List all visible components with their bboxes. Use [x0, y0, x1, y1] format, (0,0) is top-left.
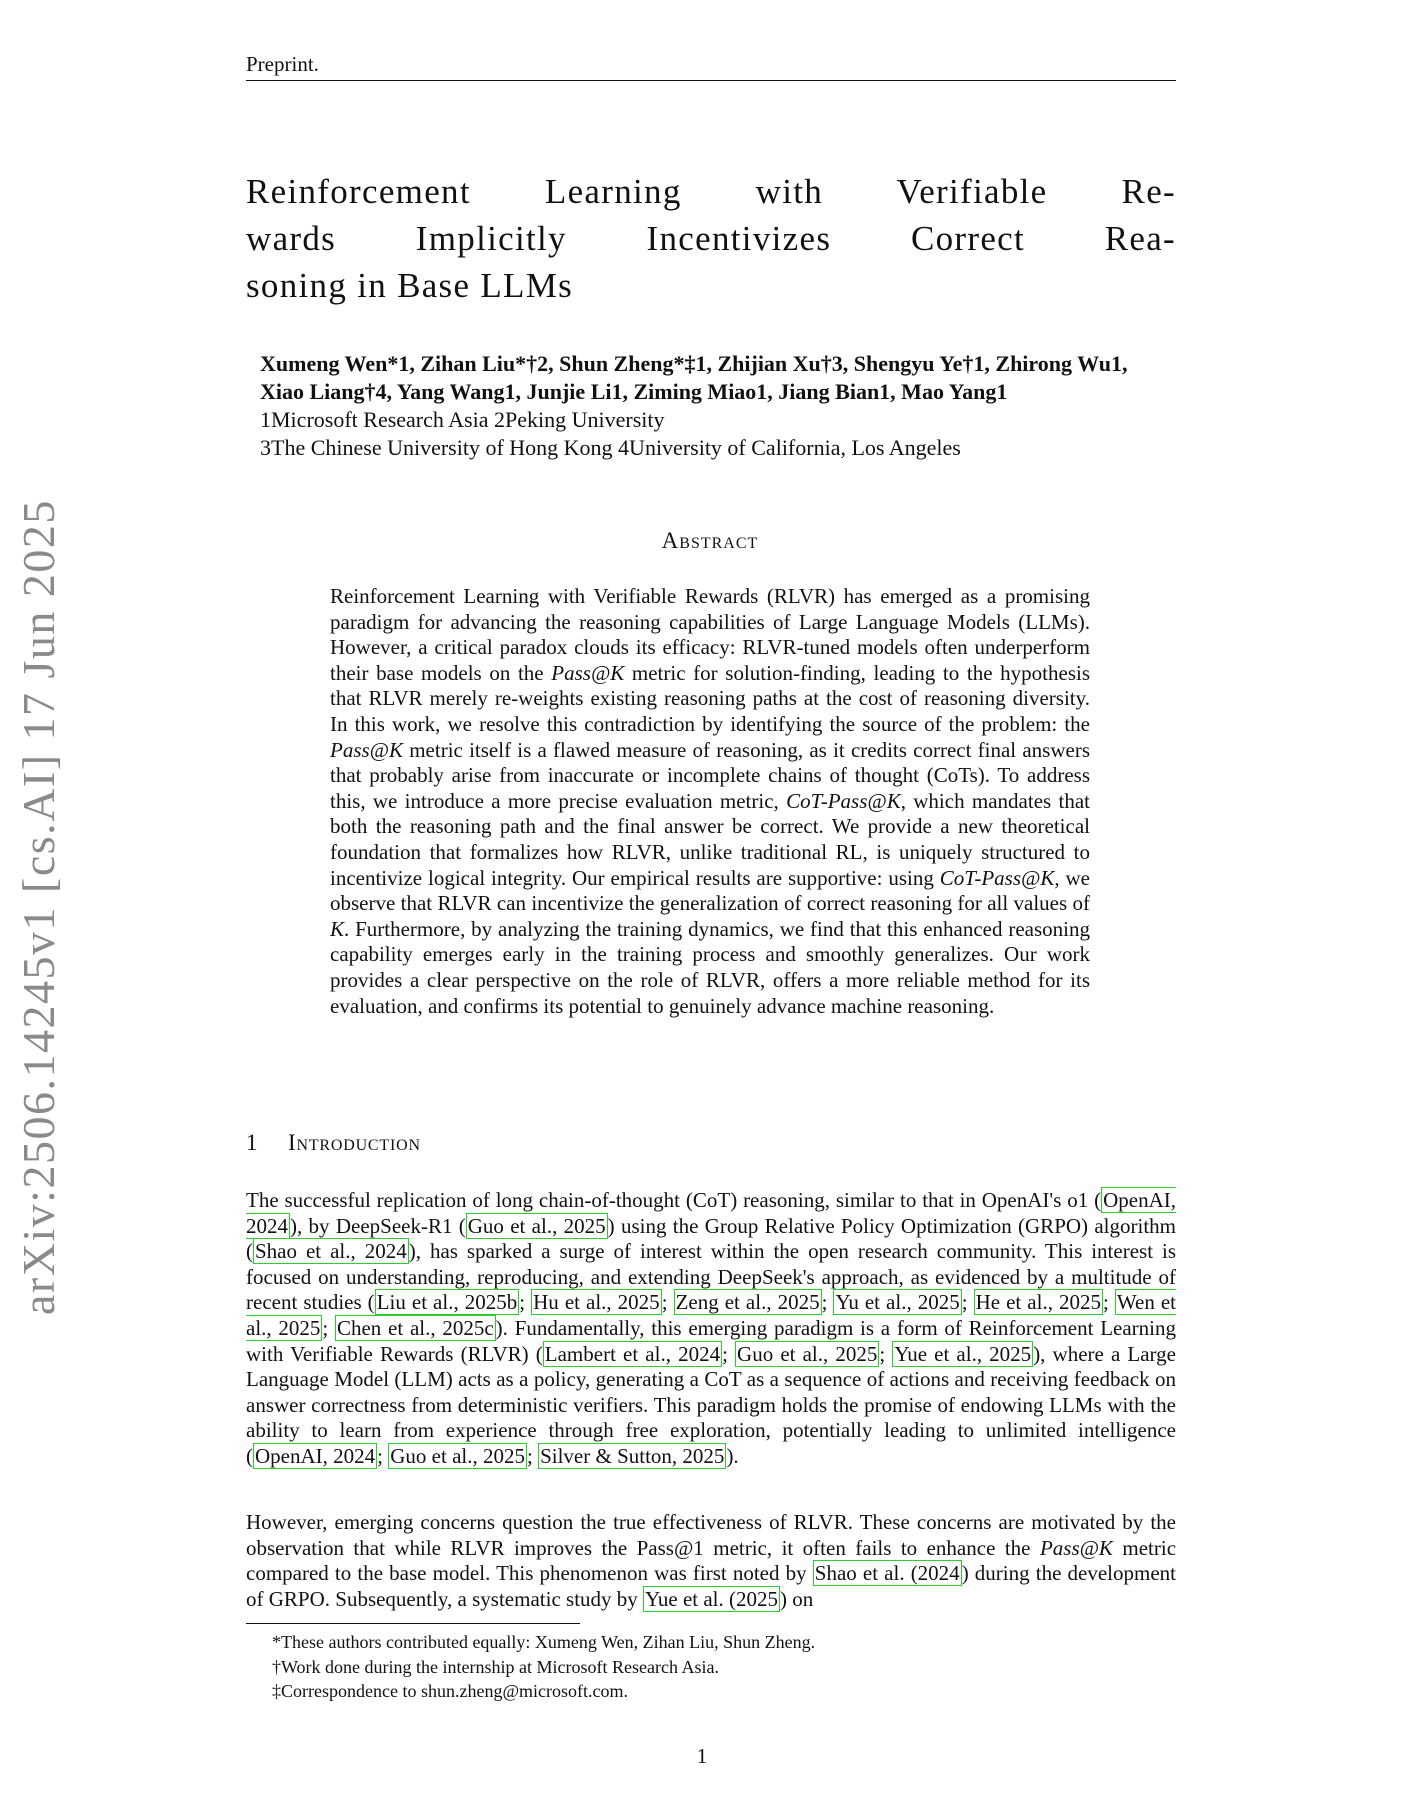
citation-link[interactable]: Wen et al., 2025 — [246, 1290, 1177, 1340]
citation-link[interactable]: He et al., 2025 — [975, 1290, 1101, 1315]
author-names-line-1: Xumeng Wen*1, Zihan Liu*†2, Shun Zheng*‡1, Zhijian Xu†3, Shengyu Ye†1, Zhirong Wu1, — [260, 351, 1128, 376]
body-text: ) during the development of GRPO. Subsequently, a systematic study by — [246, 1561, 1176, 1611]
body-text: ). Fundamentally, this emerging paradigm is a form of Reinforcement Learning with Verifiable Rewards (RLVR) ( — [246, 1315, 1176, 1366]
abstract-body — [330, 584, 1090, 1019]
author-block — [260, 350, 1176, 462]
citation-link[interactable]: Yue et al., 2025 — [894, 1341, 1032, 1366]
body-text: ) using the Group Relative Policy Optimization (GRPO) algorithm ( — [246, 1213, 1176, 1264]
citation-link[interactable]: Chen et al., 2025c — [336, 1315, 494, 1340]
body-text: metric compared to the base model. This phenomenon was first noted by — [246, 1535, 1177, 1586]
title-line-3: soning in Base LLMs — [246, 266, 574, 305]
citation-link[interactable]: Liu et al., 2025b — [376, 1290, 518, 1315]
author-names-line-2: Xiao Liang†4, Yang Wang1, Junjie Li1, Ziming Miao1, Jiang Bian1, Mao Yang1 — [260, 379, 1008, 404]
footnote-equal-contribution: *These authors contributed equally: Xumeng Wen, Zihan Liu, Shun Zheng. — [272, 1632, 816, 1652]
citation-link[interactable]: Guo et al., 2025 — [390, 1443, 525, 1468]
section-title: Introduction — [288, 1130, 421, 1155]
citation-link[interactable]: Lambert et al., 2024 — [544, 1341, 721, 1366]
math-cot-pass-at-k: CoT-Pass@K — [786, 788, 901, 813]
footnotes — [272, 1630, 815, 1704]
abstract-heading-text: Abstract — [661, 528, 759, 553]
body-text: The successful replication of long chain-of-thought (CoT) reasoning, similar to that in OpenAI's o1 ( — [246, 1188, 1102, 1212]
footnote-internship: †Work done during the internship at Microsoft Research Asia. — [272, 1656, 719, 1677]
affiliation-line-2: 3The Chinese University of Hong Kong 4University of California, Los Angeles — [260, 435, 961, 460]
body-text: ). — [726, 1443, 739, 1468]
abstract-text: metric for solution-finding, leading to the hypothesis that RLVR merely re-weights existing reasoning paths at the cost of reasoning diversity. In this work, we resolve this contradiction by identifying the source of the problem: the — [330, 660, 1090, 736]
citation-link[interactable]: Zeng et al., 2025 — [675, 1290, 820, 1315]
citation-link[interactable]: Shao et al. (2024 — [814, 1561, 960, 1586]
body-text: ), where a Large Language Model (LLM) acts as a policy, generating a CoT as a sequence of actions and receiving feedback on answer correctness from deterministic verifiers. This paradigm holds the promise of endowing LLMs with the ability to learn from experience through free exploration, potentially leading to unlimited intelligence ( — [246, 1341, 1176, 1468]
running-header — [246, 52, 1176, 77]
math-k: K — [330, 916, 345, 941]
citation-link[interactable]: Hu et al., 2025 — [533, 1290, 660, 1315]
math-pass-at-k: Pass@K — [551, 660, 625, 685]
citation-link[interactable]: Yu et al., 2025 — [835, 1290, 960, 1315]
arxiv-sidebar-stamp — [12, 495, 76, 1315]
title-line-2: wards Implicitly Incentivizes Correct Rea- — [246, 219, 1176, 258]
math-pass-at-k: Pass@K — [330, 737, 403, 762]
abstract-heading — [330, 528, 1090, 554]
title-line-1: Reinforcement Learning with Verifiable Re- — [246, 172, 1176, 211]
intro-paragraph-2 — [246, 1510, 1176, 1612]
body-text: ) on — [780, 1586, 814, 1611]
abstract-text: , we observe that RLVR can incentivize the generalization of correct reasoning for all values of — [330, 865, 1090, 916]
citation-link[interactable]: Silver & Sutton, 2025 — [540, 1443, 725, 1468]
citation-link[interactable]: Yue et al. (2025 — [645, 1586, 778, 1611]
footnote-rule — [246, 1623, 580, 1624]
citation-link[interactable]: Shao et al., 2024 — [255, 1239, 407, 1264]
affiliation-line-1: 1Microsoft Research Asia 2Peking University — [260, 407, 665, 432]
intro-paragraph-1: The successful replication of long chain-of-thought (CoT) reasoning, similar to that in OpenAI's o1 (OpenAI, 2024), by DeepSeek-R1 (Guo et al., 2025) using the Group Relative Policy Optimization (GRPO) algorithm (Shao et al., 2024), has sparked a surge of interest within the open research community. This interest is focused on understanding, reproducing, and extending DeepSeek's approach, as evidenced by a multitude of recent studies (Liu et al., 2025b; Hu et al., 2025; Zeng et al., 2025; Yu et al., 2025; He et al., 2025; Wen et al., 2025; Chen et al., 2025c). Fundamentally, this emerging paradigm is a form of Reinforcement Learning with Verifiable Rewards (RLVR) (Lambert et al., 2024; Guo et al., 2025; Yue et al., 2025), where a Large Language Model (LLM) acts as a policy, generating a CoT as a sequence of actions and receiving feedback on answer correctness from deterministic verifiers. This paradigm holds the promise of endowing LLMs with the ability to learn from experience through free exploration, potentially leading to unlimited intelligence (OpenAI, 2024; Guo et al., 2025; Silver & Sutton, 2025). — [246, 1188, 1177, 1468]
citation-link[interactable]: Guo et al., 2025 — [737, 1341, 878, 1366]
math-cot-pass-at-k: CoT-Pass@K — [939, 865, 1055, 890]
paper-title — [246, 168, 1176, 309]
section-number: 1 — [246, 1130, 259, 1155]
abstract-text: metric itself is a flawed measure of reasoning, as it credits correct final answers that probably arise from inaccurate or incomplete chains of thought (CoTs). To address this, we introduce a more precise evaluation metric, — [330, 737, 1090, 813]
abstract-text: Reinforcement Learning with Verifiable Rewards (RLVR) has emerged as a promising paradigm for advancing the reasoning capabilities of Large Language Models (LLMs). However, a critical paradox clouds its efficacy: RLVR-tuned models often underperform their base models on the — [330, 584, 1090, 685]
arxiv-id: arXiv:2506.14245v1 [cs.AI] 17 Jun 2025 — [13, 499, 64, 1315]
citation-link[interactable]: OpenAI, 2024 — [246, 1188, 1176, 1238]
footnote-correspondence: ‡Correspondence to shun.zheng@microsoft.com. — [272, 1681, 628, 1701]
citation-link[interactable]: Guo et al., 2025 — [467, 1213, 606, 1238]
body-text: ), has sparked a surge of interest within the open research community. This interest is focused on understanding, reproducing, and extending DeepSeek's approach, as evidenced by a multitude of recent studies ( — [246, 1239, 1177, 1315]
body-text: However, emerging concerns question the true effectiveness of RLVR. These concerns are motivated by the observation that while RLVR improves the Pass@1 metric, it often fails to enhance the — [246, 1510, 1176, 1560]
citation-link[interactable]: OpenAI, 2024 — [255, 1443, 376, 1468]
abstract-text: , which mandates that both the reasoning path and the final answer be correct. We provide a new theoretical foundation that formalizes how RLVR, unlike traditional RL, is uniquely structured to incentivize logical integrity. Our empirical results are supportive: using — [330, 788, 1090, 890]
math-pass-at-k: Pass@K — [1039, 1535, 1113, 1560]
abstract-text: . Furthermore, by analyzing the training dynamics, we find that this enhanced reasoning capability emerges early in the training process and smoothly generalizes. Our work provides a clear perspective on the role of RLVR, offers a more reliable method for its evaluation, and confirms its potential to genuinely advance machine reasoning. — [330, 916, 1090, 1018]
page-number: 1 — [696, 1744, 708, 1768]
section-heading-introduction — [246, 1130, 421, 1156]
header-rule — [246, 80, 1176, 81]
header-label: Preprint. — [246, 52, 319, 76]
body-text: ), by DeepSeek-R1 ( — [290, 1213, 466, 1238]
